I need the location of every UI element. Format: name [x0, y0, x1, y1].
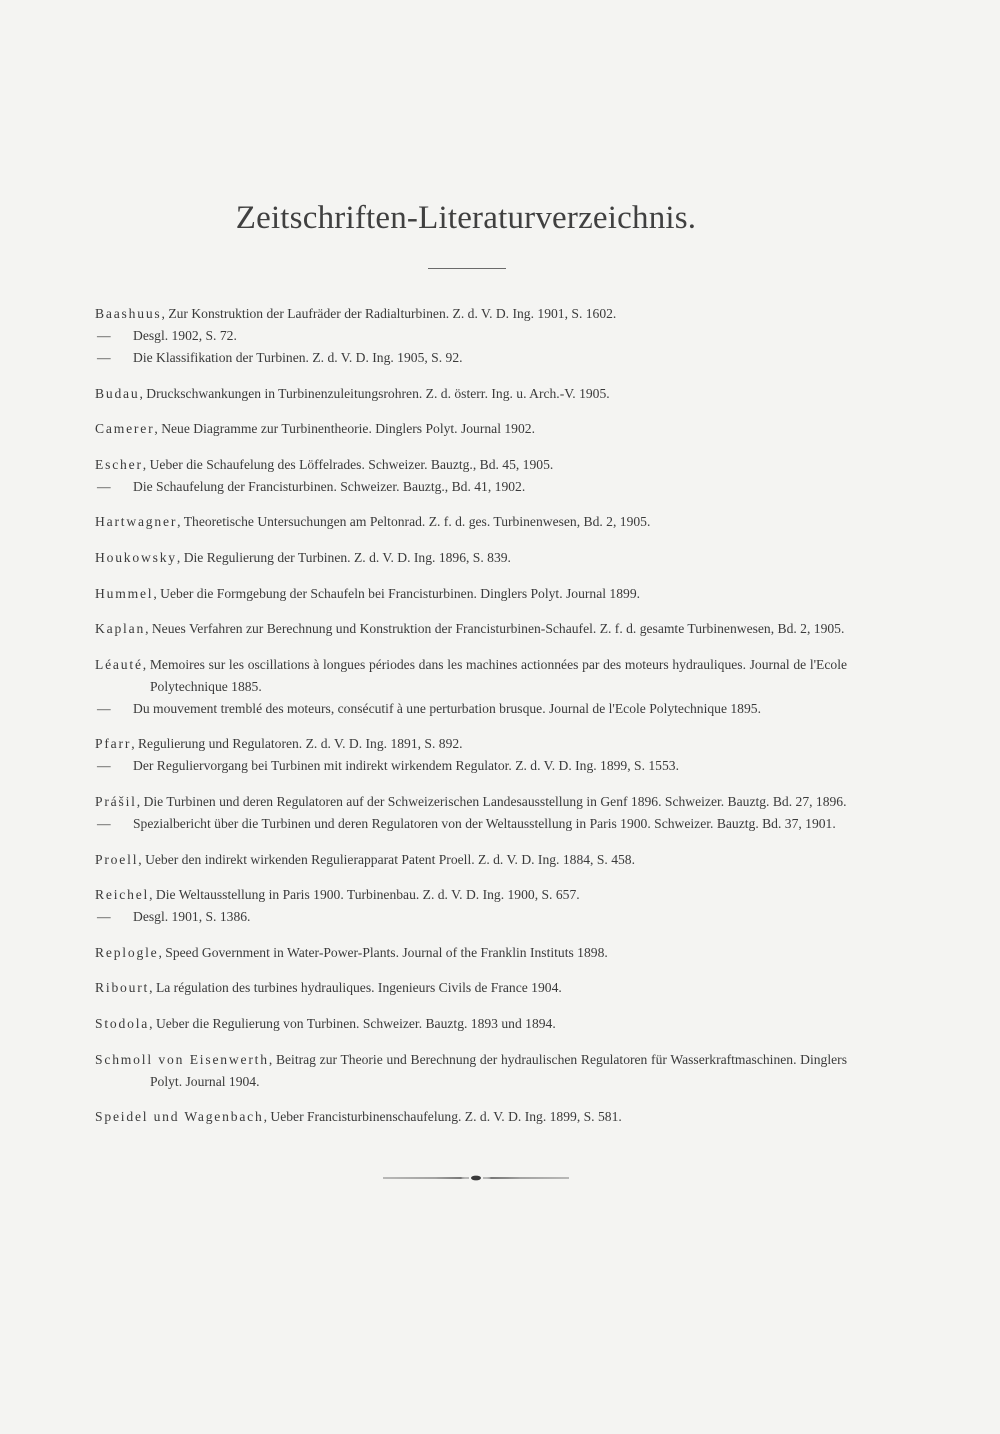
- entry-author: Ribourt: [95, 980, 150, 996]
- entry-dash: —: [97, 478, 111, 494]
- bibliography-entry: [95, 698, 847, 720]
- bibliography-entry: [95, 906, 847, 928]
- entry-author: Budau: [95, 385, 140, 401]
- bibliography-list: [95, 303, 847, 1133]
- bibliography-entry: [95, 303, 847, 325]
- bibliography-entry: [95, 618, 847, 640]
- entry-text: , Ueber Francisturbinenschaufelung. Z. d. V. D. Ing. 1899, S. 581.: [263, 1109, 622, 1125]
- entry-text: , Beitrag zur Theorie und Berechnung der hydraulischen Regulatoren für Wasserkraftmaschinen. Dinglers Polyt. Journal 1904.: [150, 1051, 847, 1089]
- entry-author: Hummel: [95, 585, 154, 601]
- entry-author: Escher: [95, 456, 143, 472]
- bibliography-entry: [95, 977, 847, 999]
- entry-text: , Speed Government in Water-Power-Plants. Journal of the Franklin Instituts 1898.: [158, 944, 608, 960]
- entry-text: Spezialbericht über die Turbinen und deren Regulatoren von der Weltausstellung in Paris 1900. Schweizer. Bauztg. Bd. 37, 1901.: [133, 815, 836, 831]
- bibliography-entry: [95, 884, 847, 906]
- entry-author: Kaplan: [95, 621, 146, 637]
- bibliography-entry: [95, 942, 847, 964]
- entry-text: , La régulation des turbines hydrauliques. Ingenieurs Civils de France 1904.: [149, 980, 562, 996]
- entry-text: , Ueber die Schaufelung des Löffelrades. Schweizer. Bauztg., Bd. 45, 1905.: [142, 456, 554, 472]
- entry-author: Stodola: [95, 1015, 150, 1031]
- entry-author: Léauté: [95, 656, 143, 672]
- bibliography-entry: [95, 733, 847, 755]
- bibliography-entry: [95, 383, 847, 405]
- entry-text: Desgl. 1901, S. 1386.: [133, 909, 251, 925]
- entry-author: Reichel: [95, 887, 150, 903]
- entry-text: Die Klassifikation der Turbinen. Z. d. V. D. Ing. 1905, S. 92.: [133, 350, 463, 365]
- bibliography-entry: [95, 1106, 847, 1128]
- entry-text: Der Reguliervorgang bei Turbinen mit indirekt wirkendem Regulator. Z. d. V. D. Ing. 1899, S. 1553.: [133, 758, 679, 774]
- ornamental-rule-icon: [383, 1174, 569, 1182]
- entry-author: Prášil: [95, 793, 137, 809]
- entry-author: Camerer: [95, 421, 155, 437]
- entry-text: , Memoires sur les oscillations à longues périodes dans les machines actionnées par des moteurs hydrauliques. Journal de l'Ecole Polytechnique 1885.: [142, 656, 847, 694]
- entry-text: , Zur Konstruktion der Laufräder der Radialturbinen. Z. d. V. D. Ing. 1901, S. 1602.: [161, 306, 617, 321]
- entry-author: Speidel und Wagenbach: [95, 1109, 264, 1125]
- bibliography-entry: [95, 454, 847, 476]
- bibliography-entry: [95, 849, 847, 871]
- entry-dash: —: [97, 328, 111, 343]
- bibliography-entry: [95, 1013, 847, 1035]
- entry-author: Pfarr: [95, 736, 132, 752]
- entry-text: , Ueber den indirekt wirkenden Regulierapparat Patent Proell. Z. d. V. D. Ing. 1884, S. 458.: [138, 851, 635, 867]
- entry-dash: —: [97, 909, 111, 925]
- entry-text: Die Schaufelung der Francisturbinen. Schweizer. Bauztg., Bd. 41, 1902.: [133, 478, 526, 494]
- entry-text: , Ueber die Regulierung von Turbinen. Schweizer. Bauztg. 1893 und 1894.: [149, 1015, 556, 1031]
- bibliography-entry: [95, 583, 847, 605]
- bibliography-entry: [95, 1049, 847, 1093]
- entry-author: Baashuus: [95, 306, 162, 321]
- entry-author: Schmoll von Eisenwerth: [95, 1051, 269, 1067]
- bibliography-entry: [95, 791, 847, 813]
- entry-dash: —: [97, 815, 111, 831]
- title-divider: [428, 268, 506, 269]
- bibliography-entry: [95, 755, 847, 777]
- bibliography-entry: [95, 325, 847, 347]
- bibliography-entry: [95, 511, 847, 533]
- page-title: Zeitschriften-Literaturverzeichnis.: [235, 200, 697, 236]
- bibliography-entry: [95, 476, 847, 498]
- entry-author: Replogle: [95, 944, 159, 960]
- entry-dash: —: [97, 700, 111, 716]
- entry-text: , Ueber die Formgebung der Schaufeln bei Francisturbinen. Dinglers Polyt. Journal 1899.: [153, 585, 641, 601]
- entry-text: , Die Weltausstellung in Paris 1900. Turbinenbau. Z. d. V. D. Ing. 1900, S. 657.: [149, 887, 580, 903]
- bibliography-entry: [95, 654, 847, 698]
- entry-author: Hartwagner: [95, 514, 178, 530]
- bibliography-entry: [95, 813, 847, 835]
- bibliography-entry: [95, 418, 847, 440]
- entry-text: , Theoretische Untersuchungen am Peltonrad. Z. f. d. ges. Turbinenwesen, Bd. 2, 1905.: [177, 514, 651, 530]
- entry-text: , Die Regulierung der Turbinen. Z. d. V. D. Ing. 1896, S. 839.: [176, 549, 511, 565]
- entry-text: , Neue Diagramme zur Turbinentheorie. Dinglers Polyt. Journal 1902.: [154, 421, 535, 437]
- entry-author: Proell: [95, 851, 139, 867]
- entry-text: Desgl. 1902, S. 72.: [133, 328, 237, 343]
- entry-dash: —: [97, 350, 111, 365]
- entry-text: , Neues Verfahren zur Berechnung und Konstruktion der Francisturbinen-Schaufel. Z. f. d. gesamte Turbinenwesen, Bd. 2, 1905.: [145, 621, 845, 637]
- entry-dash: —: [97, 758, 111, 774]
- entry-text: , Die Turbinen und deren Regulatoren auf der Schweizerischen Landesausstellung in Genf 1896. Schweizer. Bauztg. Bd. 27, 1896.: [136, 793, 847, 809]
- entry-text: , Regulierung und Regulatoren. Z. d. V. D. Ing. 1891, S. 892.: [131, 736, 463, 752]
- bibliography-entry: [95, 347, 847, 369]
- bibliography-entry: [95, 547, 847, 569]
- entry-text: Du mouvement tremblé des moteurs, consécutif à une perturbation brusque. Journal de l'Ecole Polytechnique 1895.: [133, 700, 761, 716]
- entry-author: Houkowsky: [95, 549, 177, 565]
- entry-text: , Druckschwankungen in Turbinenzuleitungsrohren. Z. d. österr. Ing. u. Arch.-V. 1905.: [139, 385, 610, 401]
